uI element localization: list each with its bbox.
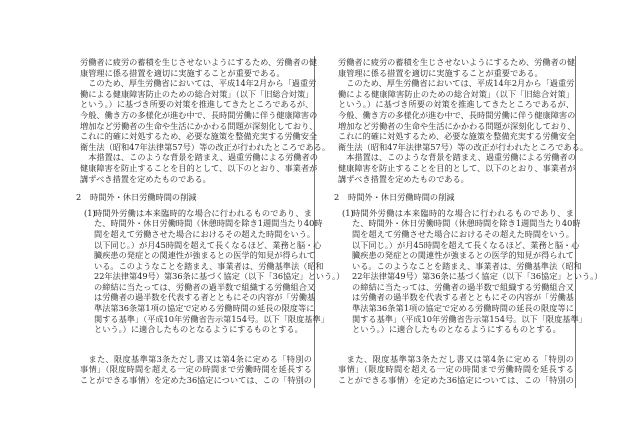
text-line: 以下同じ。）が月45時間を超えて長くなるほど、業務と脳・心 — [352, 239, 580, 250]
text-line: 22年法律第49号）第36条に基づく協定（以下「36協定」という。） — [352, 271, 603, 282]
item-number: (1) — [342, 207, 354, 218]
text-line: これに的確に対処するため、必要な施策を整備充実する労働安全 — [338, 131, 576, 142]
text-line: これに的確に対処するため、必要な施策を整備充実する労働安全 — [80, 131, 318, 142]
text-line: 康管理に係る措置を適切に実施することが重要である。 — [338, 67, 543, 78]
text-line: という。）に基づき所要の対策を推進してきたところであるが、 — [338, 99, 574, 110]
text-line: ことができる事情）を定めた36協定については、この「特別の — [80, 375, 312, 386]
text-line: 以下同じ。）が月45時間を超えて長くなるほど、業務と脳・心 — [94, 239, 322, 250]
text-line: た、時間外・休日労働時間（休憩時間を除き1週間当たり40時 — [352, 218, 581, 229]
text-line: 臓疾患の発症との関連性が強まるとの医学的知見が得られて — [94, 250, 316, 261]
text-line: 増加など労働者の生命や生活にかかわる問題が深刻化しており、 — [80, 120, 318, 131]
text-line: 康管理に係る措置を適切に実施することが重要である。 — [80, 67, 285, 78]
item-text: 時間外労働は本来臨時的な場合に行われるものであり、ま — [352, 207, 574, 218]
section-heading — [334, 192, 574, 203]
text-line: 健康障害を防止することを目的として、以下のとおり、事業者が — [338, 162, 576, 173]
text-line: は労働者の過半数を代表する者とともにその内容が「労働基 — [94, 292, 316, 303]
text-line: 労働者に疲労の蓄積を生じさせないようにするため、労働者の健 — [338, 57, 576, 67]
text-line: 増加など労働者の生命や生活にかかわる問題が深刻化しており、 — [338, 120, 576, 131]
column-content — [76, 57, 345, 386]
text-line: 講ずべき措置を定めたものである。 — [338, 173, 469, 184]
text-line: 事情」（限度時間を超える一定の時間まで労働時間を延長する — [80, 364, 312, 375]
text-line: 関する基準」（平成10年労働省告示第154号。以下「限度基準」 — [352, 313, 587, 324]
text-line: 関する基準」（平成10年労働省告示第154号。以下「限度基準」 — [94, 313, 329, 324]
item-line — [80, 208, 312, 219]
text-line: このため、厚生労働省においては、平成14年2月から「過重労 — [338, 78, 575, 89]
text-line: 間を超えて労働させた場合におけるその超えた時間をいう。 — [352, 228, 574, 239]
text-line: という。）に適合したものとなるようにするものとする。 — [352, 324, 561, 335]
text-line: た、時間外・休日労働時間（休憩時間を除き1週間当たり40時 — [94, 218, 323, 229]
text-line: は労働者の過半数を代表する者とともにその内容が「労働基 — [352, 292, 574, 303]
text-line: 健康障害を防止することを目的として、以下のとおり、事業者が — [80, 162, 318, 173]
text-line: という。）に適合したものとなるようにするものとする。 — [94, 324, 303, 335]
section-number: 2 — [76, 192, 82, 203]
item-text: 時間外労働は本来臨時的な場合に行われるものであり、ま — [94, 207, 312, 218]
text-line: 事情」（限度時間を超える一定の時間まで労働時間を延長する — [338, 364, 574, 375]
text-line: の締結に当たっては、労働者の過半数で組織する労働組合又 — [94, 281, 316, 292]
section-heading — [76, 192, 312, 203]
column-content — [334, 57, 603, 386]
section-title: 時間外・休日労働時間の削減 — [90, 192, 197, 203]
text-line: 衛生法（昭和47年法律第57号）等の改正が行われたところである。 — [338, 141, 589, 152]
text-line: 臓疾患の発症との関連性が強まるとの医学的知見が得られて — [352, 250, 574, 261]
text-line: このため、厚生労働省においては、平成14年2月から「過重労 — [80, 78, 317, 89]
text-line: という。）に基づき所要の対策を推進してきたところであるが、 — [80, 99, 314, 110]
text-line: の締結に当たっては、労働者の過半数で組織する労働組合又 — [352, 281, 574, 292]
text-line: 今般、働き方の多様化が進む中で、長時間労働に伴う健康障害の — [338, 109, 576, 120]
item-number: (1) — [84, 207, 96, 218]
text-line: また、限度基準第3条ただし書又は第4条に定める「特別の — [80, 353, 312, 364]
text-line: 本措置は、このような背景を踏まえ、過重労働による労働者の — [80, 152, 318, 163]
text-line: 今般、働き方の多様化が進む中で、長時間労働に伴う健康障害の — [80, 109, 318, 120]
text-line: また、限度基準第3条ただし書又は第4条に定める「特別の — [338, 353, 574, 364]
text-line: いる。このようなことを踏まえ、事業者は、労働基準法（昭和 — [94, 260, 324, 271]
section-number: 2 — [334, 192, 340, 203]
text-line: 22年法律第49号）第36条に基づく協定（以下「36協定」という。） — [94, 271, 345, 282]
text-line: 働による健康障害防止のための総合対策」（以下「旧総合対策」 — [80, 88, 314, 99]
item-line — [338, 208, 574, 219]
text-line: 衛生法（昭和47年法律第57号）等の改正が行われたところである。 — [80, 141, 331, 152]
text-line: 労働者に疲労の蓄積を生じさせないようにするため、労働者の健 — [80, 57, 318, 67]
text-line: 準法第36条第1項の協定で定める労働時間の延長の限度等に — [94, 303, 315, 314]
document-column-right — [334, 56, 603, 388]
text-line: 間を超えて労働させた場合におけるその超えた時間をいう。 — [94, 228, 316, 239]
section-title: 時間外・休日労働時間の削減 — [348, 192, 455, 203]
text-line: 本措置は、このような背景を踏まえ、過重労働による労働者の — [338, 152, 576, 163]
text-line: ことができる事情）を定めた36協定については、この「特別の — [338, 375, 574, 386]
text-line: 準法第36条第1項の協定で定める労働時間の延長の限度等に — [352, 303, 574, 314]
text-line: 働による健康障害防止のための総合対策」（以下「旧総合対策」 — [338, 88, 574, 99]
document-column-left — [76, 56, 345, 388]
text-line: いる。このようなことを踏まえ、事業者は、労働基準法（昭和 — [352, 260, 582, 271]
text-line: 講ずべき措置を定めたものである。 — [80, 173, 211, 184]
